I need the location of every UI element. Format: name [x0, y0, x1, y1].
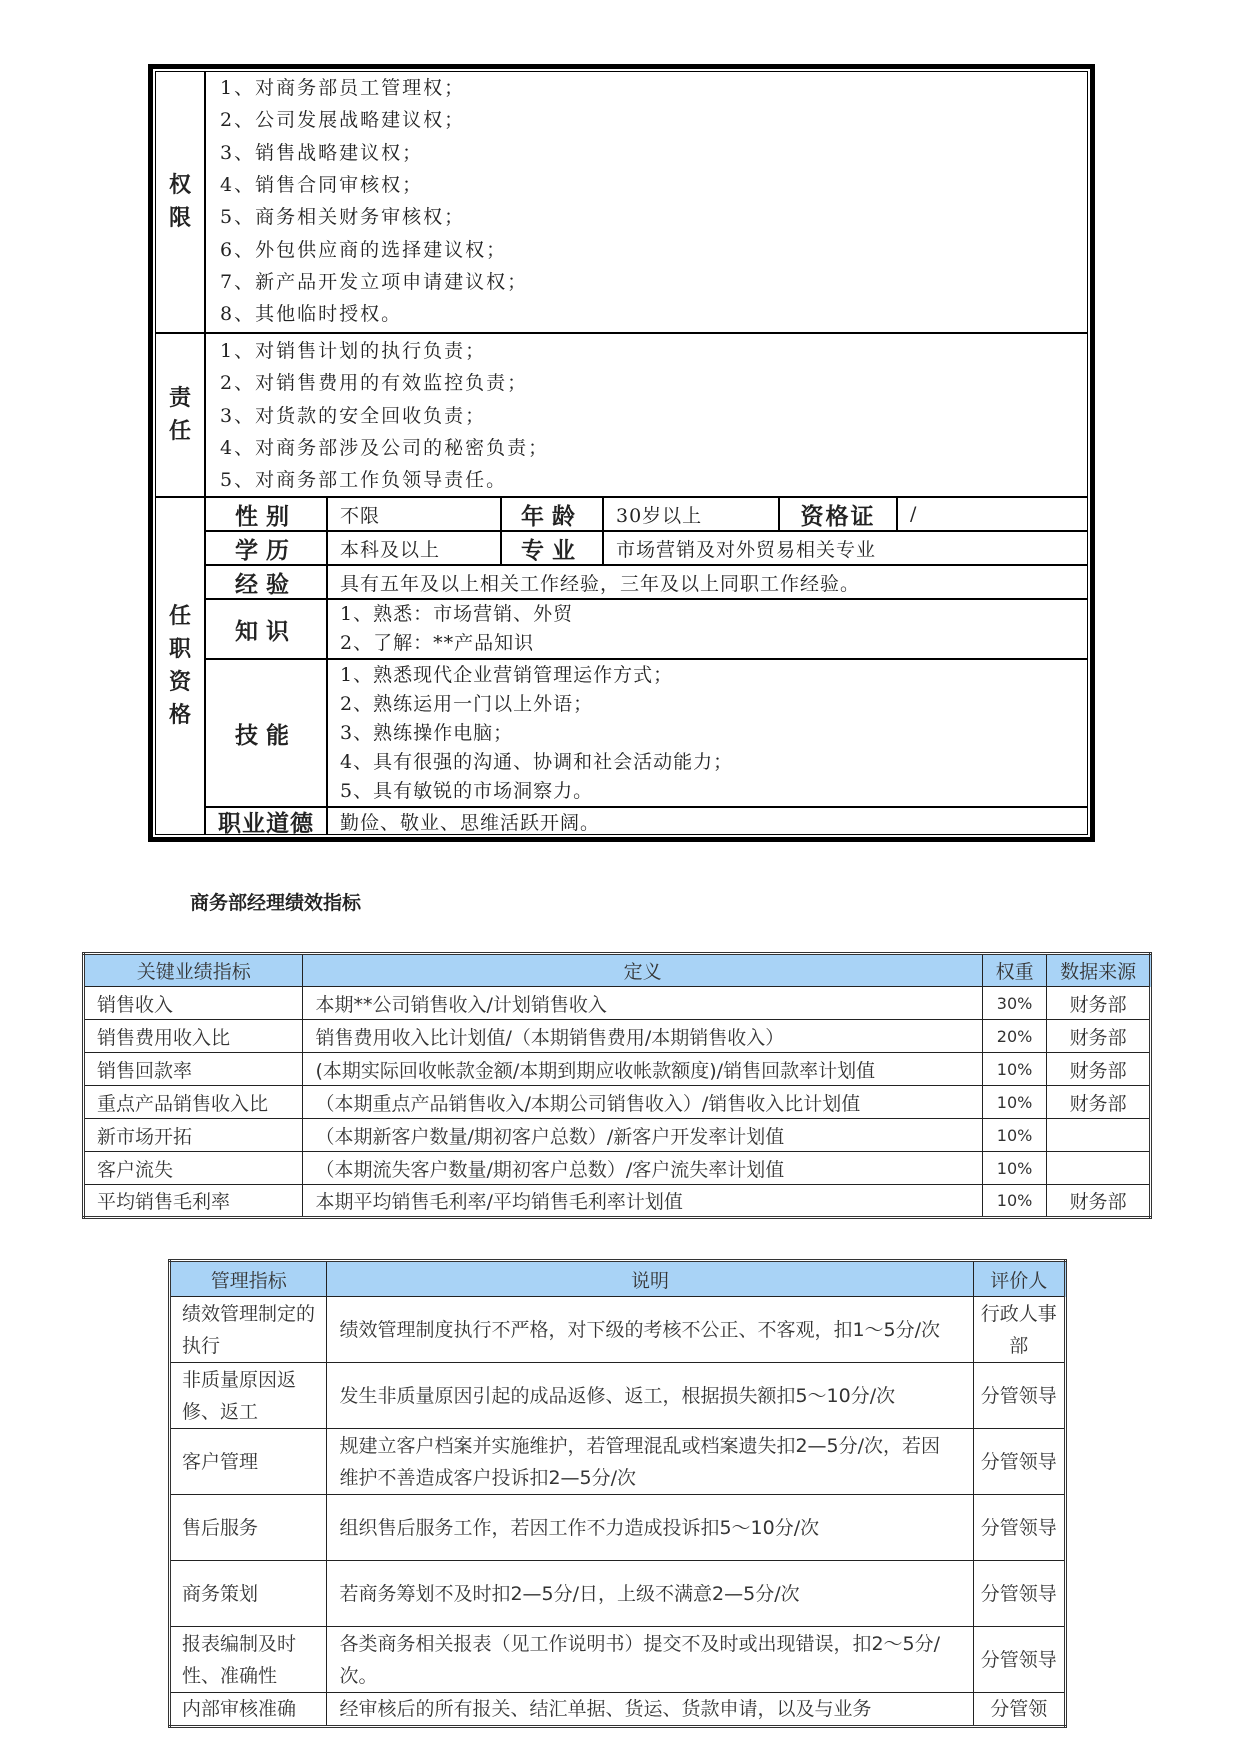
table-row	[170, 1693, 1066, 1727]
kpi-section-title: 商务部经理绩效指标	[190, 892, 362, 914]
mgmt-indicator-cell: 报表编制及时性、准确性	[170, 1627, 327, 1693]
cert-value: /	[910, 503, 918, 525]
table-row	[170, 1297, 1066, 1363]
mgmt-indicator-cell: 绩效管理制定的执行	[170, 1297, 327, 1363]
mgmt-evaluator-cell: 行政人事部	[973, 1297, 1065, 1363]
mgmt-evaluator-cell: 分管领导	[973, 1561, 1065, 1627]
mgmt-description-cell: 规建立客户档案并实施维护，若管理混乱或档案遗失扣2—5分/次，若因维护不善造成客户投诉扣2—5分/次	[327, 1429, 973, 1495]
table-row	[170, 1363, 1066, 1429]
mgmt-description-cell: 若商务筹划不及时扣2—5分/日，上级不满意2—5分/次	[327, 1561, 973, 1627]
table-row	[84, 987, 1151, 1020]
job-requirements-table	[148, 64, 1095, 842]
authority-item: 8、其他临时授权。	[220, 303, 403, 326]
kpi-indicator-cell: 新市场开拓	[84, 1119, 303, 1152]
mgmt-evaluator-cell: 分管领导	[973, 1495, 1065, 1561]
kpi-header-source: 数据来源	[1047, 954, 1151, 987]
kpi-weight-cell: 10%	[982, 1185, 1047, 1218]
mgmt-evaluator-cell: 分管领导	[973, 1627, 1065, 1693]
table-row	[84, 1152, 1151, 1185]
table-row	[84, 1119, 1151, 1152]
row-skills	[206, 660, 1087, 808]
kpi-indicator-cell: 销售回款率	[84, 1053, 303, 1086]
kpi-weight-cell: 10%	[982, 1053, 1047, 1086]
kpi-weight-cell: 10%	[982, 1152, 1047, 1185]
kpi-indicator-cell: 销售费用收入比	[84, 1020, 303, 1053]
responsibility-item: 2、对销售费用的有效监控负责；	[220, 372, 529, 395]
kpi-definition-cell: （本期流失客户数量/期初客户总数）/客户流失率计划值	[303, 1152, 982, 1185]
table-row	[84, 1053, 1151, 1086]
qualification-label: 任 职 资 格	[156, 498, 206, 834]
age-label: 年龄	[502, 498, 604, 530]
authority-item: 6、外包供应商的选择建议权；	[220, 238, 508, 261]
table-row	[84, 1185, 1151, 1218]
management-indicator-table	[168, 1259, 1067, 1728]
skills-label: 技能	[206, 660, 328, 806]
mgmt-indicator-cell: 商务策划	[170, 1561, 327, 1627]
authority-list	[206, 72, 1087, 332]
mgmt-description-cell: 发生非质量原因引起的成品返修、返工，根据损失额扣5～10分/次	[327, 1363, 973, 1429]
kpi-header-definition: 定义	[303, 954, 982, 987]
mgmt-indicator-cell: 非质量原因返修、返工	[170, 1363, 327, 1429]
table-row	[170, 1627, 1066, 1693]
kpi-definition-cell: 销售费用收入比计划值/（本期销售费用/本期销售收入）	[303, 1020, 982, 1053]
responsibility-list	[206, 334, 1087, 496]
mgmt-description-cell: 绩效管理制度执行不严格，对下级的考核不公正、不客观，扣1～5分/次	[327, 1297, 973, 1363]
authority-item: 3、销售战略建议权；	[220, 141, 424, 164]
authority-item: 5、商务相关财务审核权；	[220, 206, 466, 229]
mgmt-description-cell: 组织售后服务工作，若因工作不力造成投诉扣5～10分/次	[327, 1495, 973, 1561]
kpi-definition-cell: 本期**公司销售收入/计划销售收入	[303, 987, 982, 1020]
kpi-source-cell: 财务部	[1047, 1020, 1151, 1053]
kpi-weight-cell: 10%	[982, 1086, 1047, 1119]
kpi-source-cell: 财务部	[1047, 987, 1151, 1020]
authority-item: 4、销售合同审核权；	[220, 173, 424, 196]
responsibility-label: 责 任	[156, 334, 206, 496]
responsibility-item: 1、对销售计划的执行负责；	[220, 340, 487, 362]
mgmt-header-indicator: 管理指标	[170, 1261, 327, 1297]
kpi-weight-cell: 10%	[982, 1119, 1047, 1152]
table-row	[170, 1561, 1066, 1627]
row-experience	[206, 566, 1087, 600]
kpi-weight-cell: 30%	[982, 987, 1047, 1020]
responsibility-item: 4、对商务部涉及公司的秘密负责；	[220, 436, 550, 459]
mgmt-evaluator-cell: 分管领导	[973, 1429, 1065, 1495]
mgmt-description-cell: 各类商务相关报表（见工作说明书）提交不及时或出现错误，扣2～5分/次。	[327, 1627, 973, 1693]
mgmt-evaluator-cell: 分管领	[973, 1693, 1065, 1727]
kpi-indicator-cell: 平均销售毛利率	[84, 1185, 303, 1218]
kpi-definition-cell: （本期重点产品销售收入/本期公司销售收入）/销售收入比计划值	[303, 1086, 982, 1119]
kpi-source-cell: 财务部	[1047, 1185, 1151, 1218]
kpi-source-cell: 财务部	[1047, 1053, 1151, 1086]
responsibility-item: 5、对商务部工作负领导责任。	[220, 469, 508, 492]
knowledge-value: 1、熟悉：市场营销、外贸 2、了解：**产品知识	[340, 603, 574, 654]
responsibility-item: 3、对货款的安全回收负责；	[220, 404, 487, 427]
mgmt-indicator-cell: 内部审核准确	[170, 1693, 327, 1727]
gender-value: 不限	[328, 498, 502, 530]
kpi-source-cell: 财务部	[1047, 1086, 1151, 1119]
authority-label: 权 限	[156, 72, 206, 332]
table-row	[170, 1429, 1066, 1495]
qualification-section	[156, 498, 1087, 837]
kpi-indicator-cell: 重点产品销售收入比	[84, 1086, 303, 1119]
kpi-header-weight: 权重	[982, 954, 1047, 987]
mgmt-indicator-cell: 售后服务	[170, 1495, 327, 1561]
responsibility-section	[156, 334, 1087, 498]
authority-item: 1、对商务部员工管理权；	[220, 77, 466, 99]
kpi-indicator-cell: 销售收入	[84, 987, 303, 1020]
cert-label: 资格证	[780, 498, 898, 530]
kpi-definition-cell: (本期实际回收帐款金额/本期到期应收帐款额度)/销售回款率计划值	[303, 1053, 982, 1086]
row-education-major	[206, 532, 1087, 566]
authority-item: 2、公司发展战略建议权；	[220, 109, 466, 132]
kpi-table	[82, 952, 1152, 1219]
authority-item: 7、新产品开发立项申请建议权；	[220, 270, 529, 293]
gender-label: 性别	[206, 498, 328, 530]
ethics-value: 勤俭、敬业、思维活跃开阔。	[340, 811, 601, 834]
kpi-header-indicator: 关键业绩指标	[84, 954, 303, 987]
kpi-definition-cell: 本期平均销售毛利率/平均销售毛利率计划值	[303, 1185, 982, 1218]
kpi-source-cell	[1047, 1119, 1151, 1152]
kpi-source-cell	[1047, 1152, 1151, 1185]
kpi-weight-cell: 20%	[982, 1020, 1047, 1053]
table-row	[170, 1495, 1066, 1561]
education-label: 学历	[206, 532, 328, 564]
mgmt-evaluator-cell: 分管领导	[973, 1363, 1065, 1429]
mgmt-indicator-cell: 客户管理	[170, 1429, 327, 1495]
major-label: 专业	[502, 532, 604, 564]
kpi-definition-cell: （本期新客户数量/期初客户总数）/新客户开发率计划值	[303, 1119, 982, 1152]
knowledge-label: 知识	[206, 600, 328, 658]
experience-label: 经验	[206, 566, 328, 598]
major-value: 市场营销及对外贸易相关专业	[616, 538, 877, 561]
mgmt-header-description: 说明	[327, 1261, 973, 1297]
kpi-indicator-cell: 客户流失	[84, 1152, 303, 1185]
row-gender-age-cert	[206, 498, 1087, 532]
authority-section	[156, 72, 1087, 334]
education-value: 本科及以上	[328, 532, 502, 564]
mgmt-description-cell: 经审核后的所有报关、结汇单据、货运、货款申请，以及与业务	[327, 1693, 973, 1727]
experience-value: 具有五年及以上相关工作经验，三年及以上同职工作经验。	[340, 572, 861, 595]
mgmt-header-evaluator: 评价人	[973, 1261, 1065, 1297]
table-row	[84, 1020, 1151, 1053]
skills-value: 1、熟悉现代企业营销管理运作方式； 2、熟练运用一门以上外语； 3、熟练操作电脑； 4、具有很强的沟通、协调和社会活动能力； 5、具有敏锐的市场洞察力。	[340, 663, 734, 802]
ethics-label: 职业道德	[206, 808, 328, 834]
row-ethics	[206, 808, 1087, 837]
row-knowledge	[206, 600, 1087, 660]
table-row	[84, 1086, 1151, 1119]
age-value: 30岁以上	[604, 498, 780, 530]
